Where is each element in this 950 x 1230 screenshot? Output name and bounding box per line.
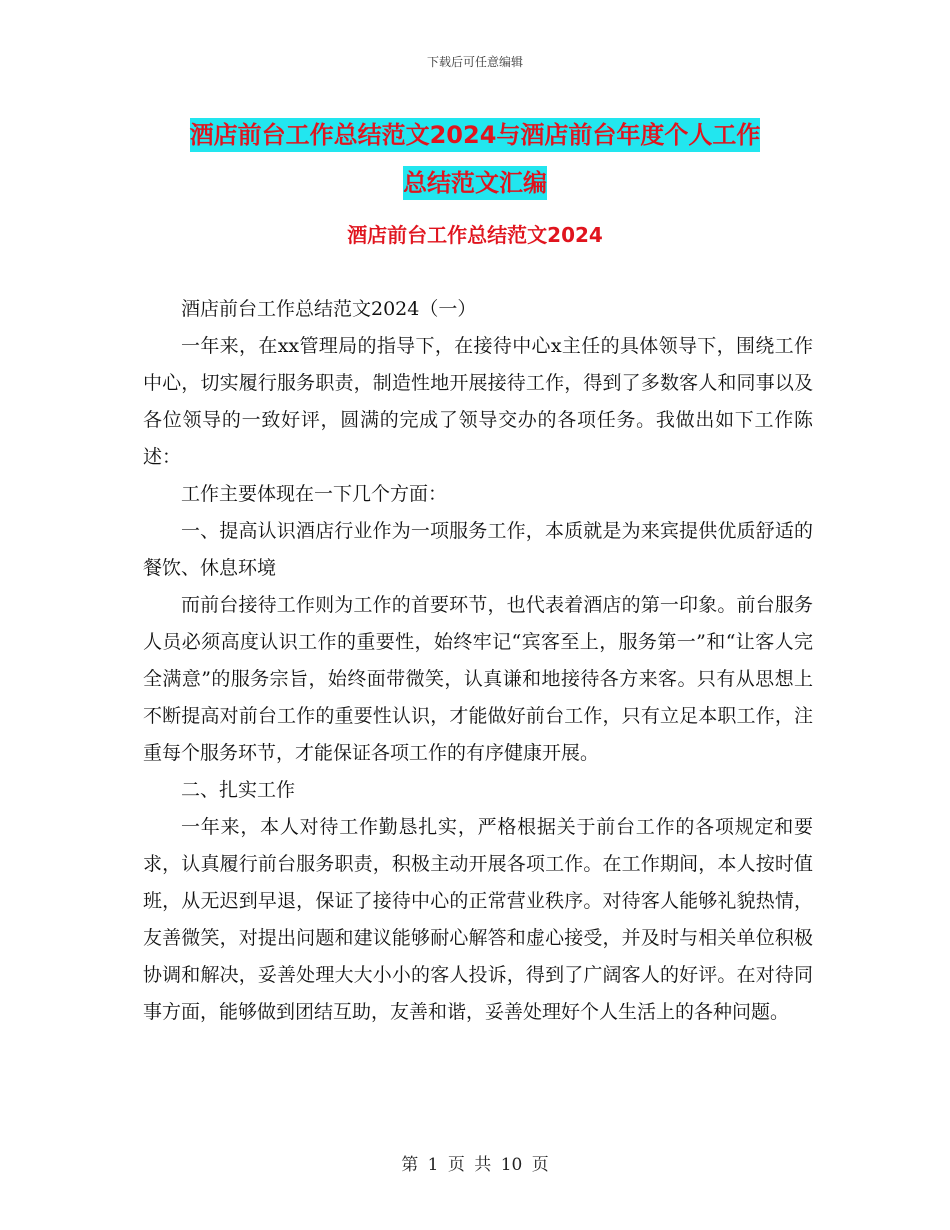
paragraph-subtitle: 酒店前台工作总结范文2024（一） (181, 298, 477, 320)
document-title (0, 111, 950, 207)
paragraph-solid-work: 一年来，本人对待工作勤恳扎实，严格根据关于前台工作的各项规定和要求，认真履行前台服务职责，积极主动开展各项工作。在工作期间，本人按时值班，从无迟到早退，保证了接待中心的正常营业秩序。对待客人能够礼貌热情，友善微笑，对提出问题和建议能够耐心解答和虚心接受，并及时与相关单位积极协调和解决，妥善处理大大小小的客人投诉，得到了广阔客人的好评。在对待同事方面，能够做到团结互助，友善和谐，妥善处理好个人生活上的各种问题。 (143, 816, 813, 1023)
paragraph-intro: 一年来，在xx管理局的指导下，在接待中心x主任的具体领导下，围绕工作中心，切实履行服务职责，制造性地开展接待工作，得到了多数客人和同事以及各位领导的一致好评，圆满的完成了领导交办的各项任务。我做出如下工作陈述： (143, 335, 813, 468)
body-text (143, 291, 813, 1031)
footer-total-pages: 10 (500, 1155, 523, 1175)
page-footer (0, 1153, 950, 1177)
document-title-line-2: 总结范文汇编 (403, 166, 547, 200)
footer-page-number: 1 (427, 1155, 439, 1175)
paragraph-heading-1: 一、提高认识酒店行业作为一项服务工作，本质就是为来宾提供优质舒适的餐饮、休息环境 (143, 520, 813, 579)
footer-label-total: 共 (474, 1155, 492, 1175)
document-title-line-1: 酒店前台工作总结范文2024与酒店前台年度个人工作 (190, 118, 761, 152)
header-note: 下载后可任意编辑 (426, 55, 523, 69)
paragraph-reception: 而前台接待工作则为工作的首要环节，也代表着酒店的第一印象。前台服务人员必须高度认识工作的重要性，始终牢记“宾客至上，服务第一”和“让客人完全满意”的服务宗旨，始终面带微笑，认真谦和地接待各方来客。只有从思想上不断提高对前台工作的重要性认识，才能做好前台工作，只有立足本职工作，注重每个服务环节，才能保证各项工作的有序健康开展。 (143, 594, 813, 764)
footer-label-pages: 页 (531, 1155, 549, 1175)
section-title: 酒店前台工作总结范文2024 (347, 223, 603, 247)
paragraph-heading-2: 二、扎实工作 (181, 779, 296, 801)
paragraph-aspects: 工作主要体现在一下几个方面： (181, 483, 448, 505)
footer-label-page: 第 (401, 1155, 419, 1175)
footer-label-of: 页 (447, 1155, 465, 1175)
